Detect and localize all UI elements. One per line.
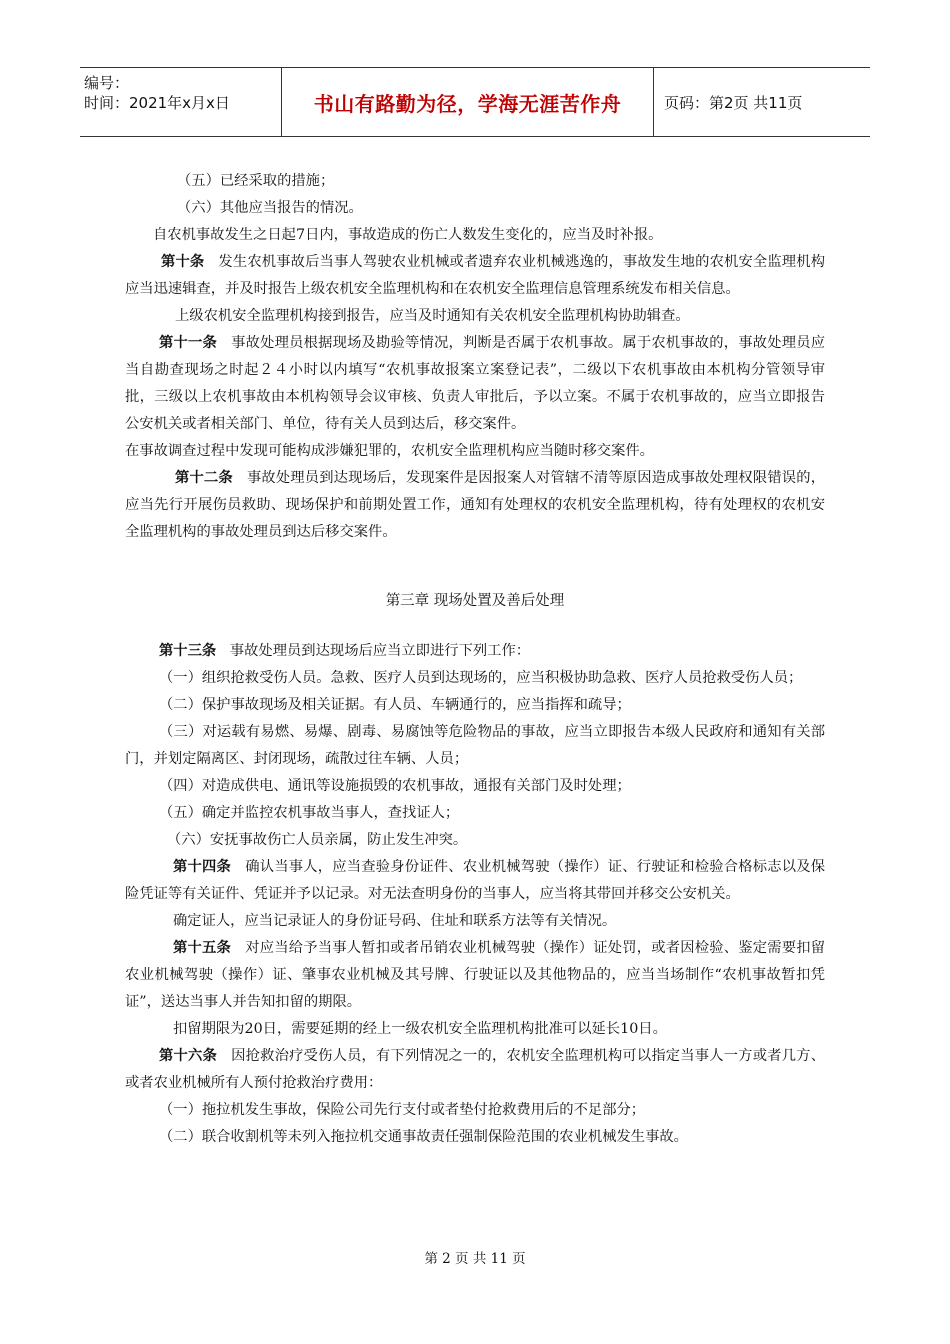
document-time-label: 时间：2021年x月x日 bbox=[84, 94, 230, 112]
article-title: 第十六条 bbox=[159, 1048, 217, 1064]
paragraph: （五）已经采取的措施； bbox=[177, 173, 335, 189]
article-16 bbox=[125, 1043, 825, 1097]
article-title: 第十一条 bbox=[159, 335, 217, 351]
document-body bbox=[125, 168, 825, 1151]
list-item: （六）安抚事故伤亡人员亲属，防止发生冲突。 bbox=[167, 832, 468, 848]
article-text: 确认当事人，应当查验身份证件、农业机械驾驶（操作）证、行驶证和检验合格标志以及保险凭证等有关证件、凭证并予以记录。对无法查明身份的当事人，应当将其带回并移交公安机关。 bbox=[125, 859, 825, 902]
article-title: 第十条 bbox=[161, 254, 205, 270]
list-item: （二）联合收割机等未列入拖拉机交通事故责任强制保险范围的农业机械发生事故。 bbox=[159, 1129, 688, 1145]
header-page-cell bbox=[654, 68, 870, 136]
article-14 bbox=[125, 854, 825, 908]
article-text: 事故处理员到达现场后应当立即进行下列工作： bbox=[216, 643, 531, 659]
article-11 bbox=[125, 330, 825, 438]
paragraph: 扣留期限为20日，需要延期的经上一级农机安全监理机构批准可以延长10日。 bbox=[173, 1021, 667, 1037]
list-item: （一）拖拉机发生事故，保险公司先行支付或者垫付抢救费用后的不足部分； bbox=[159, 1102, 646, 1118]
article-text: 事故处理员根据现场及勘验等情况，判断是否属于农机事故。属于农机事故的，事故处理员应当自勘查现场之时起２４小时以内填写“农机事故报案立案登记表”，二级以下农机事故由本机构分管领导审批，三级以上农机事故由本机构领导会议审核、负责人审批后，予以立案。不属于农机事故的，应当立即报告公安机关或者相关部门、单位，待有关人员到达后，移交案件。 bbox=[125, 335, 825, 432]
article-13 bbox=[125, 638, 825, 665]
page-header bbox=[80, 67, 870, 137]
list-item: （一）组织抢救受伤人员。急救、医疗人员到达现场的，应当积极协助急救、医疗人员抢救受伤人员； bbox=[159, 670, 803, 686]
document-number-label: 编号： bbox=[84, 74, 130, 92]
article-title: 第十五条 bbox=[173, 940, 231, 956]
article-text: 因抢救治疗受伤人员，有下列情况之一的，农机安全监理机构可以指定当事人一方或者几方、或者农业机械所有人预付抢救治疗费用： bbox=[125, 1048, 825, 1091]
paragraph: 上级农机安全监理机构接到报告，应当及时通知有关农机安全监理机构协助辑查。 bbox=[175, 308, 690, 324]
article-text: 对应当给予当事人暂扣或者吊销农业机械驾驶（操作）证处罚，或者因检验、鉴定需要扣留农业机械驾驶（操作）证、肇事农业机械及其号牌、行驶证以及其他物品的，应当当场制作“农机事故暂扣凭证”，送达当事人并告知扣留的期限。 bbox=[125, 940, 825, 1010]
header-meta bbox=[80, 68, 282, 136]
article-title: 第十三条 bbox=[159, 643, 217, 659]
paragraph: 确定证人，应当记录证人的身份证号码、住址和联系方法等有关情况。 bbox=[173, 913, 617, 929]
list-item: （五）确定并监控农机事故当事人，查找证人； bbox=[159, 805, 460, 821]
list-item: （二）保护事故现场及相关证据。有人员、车辆通行的，应当指挥和疏导； bbox=[159, 697, 631, 713]
list-item: （三）对运载有易燃、易爆、剧毒、易腐蚀等危险物品的事故，应当立即报告本级人民政府和通知有关部门，并划定隔离区、封闭现场，疏散过往车辆、人员； bbox=[125, 724, 825, 767]
article-10 bbox=[125, 249, 825, 303]
paragraph: 在事故调查过程中发现可能构成涉嫌犯罪的，农机安全监理机构应当随时移交案件。 bbox=[125, 443, 654, 459]
header-motto: 书山有路勤为径，学海无涯苦作舟 bbox=[313, 91, 622, 116]
page-footer: 第 2 页 共 11 页 bbox=[424, 1251, 526, 1267]
article-text: 发生农机事故后当事人驾驶农业机械或者遗弃农业机械逃逸的，事故发生地的农机安全监理机构应当迅速辑查，并及时报告上级农机安全监理机构和在农机安全监理信息管理系统发布相关信息。 bbox=[125, 254, 825, 297]
paragraph: （六）其他应当报告的情况。 bbox=[177, 200, 363, 216]
article-12 bbox=[125, 465, 825, 546]
article-15 bbox=[125, 935, 825, 1016]
paragraph: 自农机事故发生之日起7日内，事故造成的伤亡人数发生变化的，应当及时补报。 bbox=[153, 227, 663, 243]
article-title: 第十四条 bbox=[173, 859, 231, 875]
header-motto-cell bbox=[282, 68, 654, 136]
chapter-title: 第三章 现场处置及善后处理 bbox=[385, 593, 565, 609]
article-text: 事故处理员到达现场后，发现案件是因报案人对管辖不清等原因造成事故处理权限错误的，应当先行开展伤员救助、现场保护和前期处置工作，通知有处理权的农机安全监理机构，待有处理权的农机安全监理机构的事故处理员到达后移交案件。 bbox=[125, 470, 825, 540]
header-page-info: 页码：第2页 共11页 bbox=[664, 93, 803, 112]
article-title: 第十二条 bbox=[175, 470, 233, 486]
list-item: （四）对造成供电、通讯等设施损毁的农机事故，通报有关部门及时处理； bbox=[159, 778, 631, 794]
